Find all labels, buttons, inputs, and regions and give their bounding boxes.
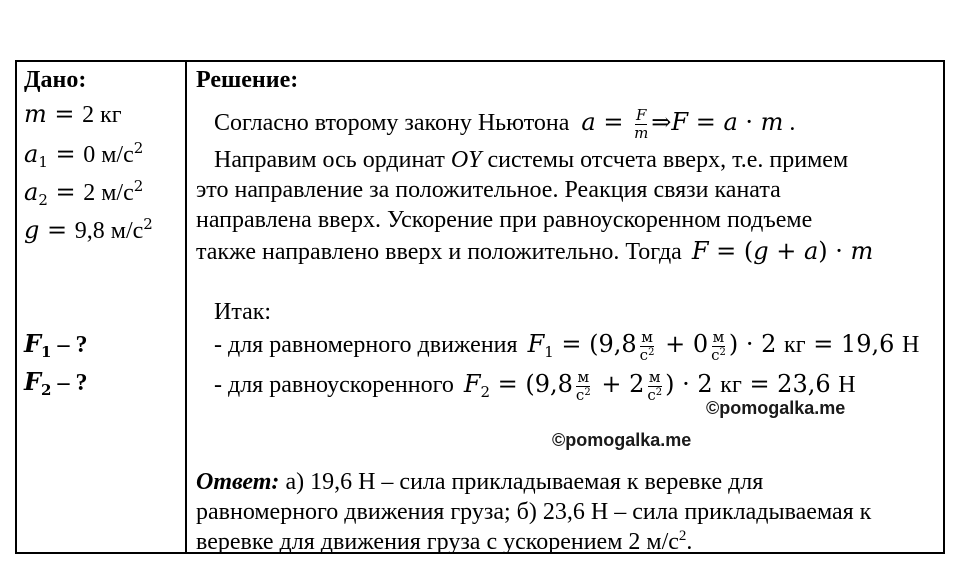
answer-line-1: Ответ: а) 19,6 Н – сила прикладываемая к веревке для — [196, 469, 764, 495]
solution-line-2: это направление за положительное. Реакция связи каната — [196, 177, 781, 203]
itak-label: Итак: — [214, 299, 272, 325]
given-mass: m = 2 кг — [24, 100, 122, 128]
given-g: g = 9,8 $м/с^2$ — [24, 215, 153, 244]
solution-line-3: направлена вверх. Ускорение при равноускоренном подъеме — [196, 207, 813, 233]
unknown-f1: $F_1$ – ? — [24, 329, 88, 361]
answer-label: Ответ: — [196, 469, 280, 495]
uniform-motion-line: - для равномерного движения $F_1 = (9,8$ $\frac{м}{с^2}$ + 0 $\frac{м}{с^2}$ ) · 2 кг = 19,6 Н — [214, 328, 920, 364]
fraction-f-over-m: $\frac{F}{m}$ — [634, 106, 649, 142]
answer-line-3: веревке для движения груза с ускорением 2 $м/с^2$. — [196, 528, 693, 555]
watermark-2: ©pomogalka.me — [552, 430, 692, 450]
newton-law-line: Согласно второму закону Ньютона a = $\frac{F}{m}$ ⇒F = a · m . — [214, 106, 796, 142]
unknown-f2: $F_2$ – ? — [24, 367, 88, 399]
given-header: Дано: — [24, 67, 87, 93]
solution-header: Решение: — [196, 67, 299, 93]
accelerated-motion-line: - для равноускоренного $F_2 = (9,8$ $\frac{м}{с^2}$ + 2 $\frac{м}{с^2}$ ) · 2 кг = 23,6 Н — [214, 368, 856, 404]
solution-line-4: также направлено вверх и положительно. Тогда F = (g + a) · m — [196, 237, 874, 265]
watermark-1: ©pomogalka.me — [706, 398, 846, 418]
solution-line-1: Направим ось ординат OY системы отсчета вверх, т.е. примем — [214, 147, 849, 173]
given-a1: $a_1 = 0$ $м/с^2$ — [24, 139, 144, 171]
answer-line-2: равномерного движения груза; б) 23,6 Н – сила прикладываемая к — [196, 499, 872, 525]
given-a2: $a_2 = 2$ $м/с^2$ — [24, 177, 144, 209]
column-divider — [185, 60, 187, 554]
